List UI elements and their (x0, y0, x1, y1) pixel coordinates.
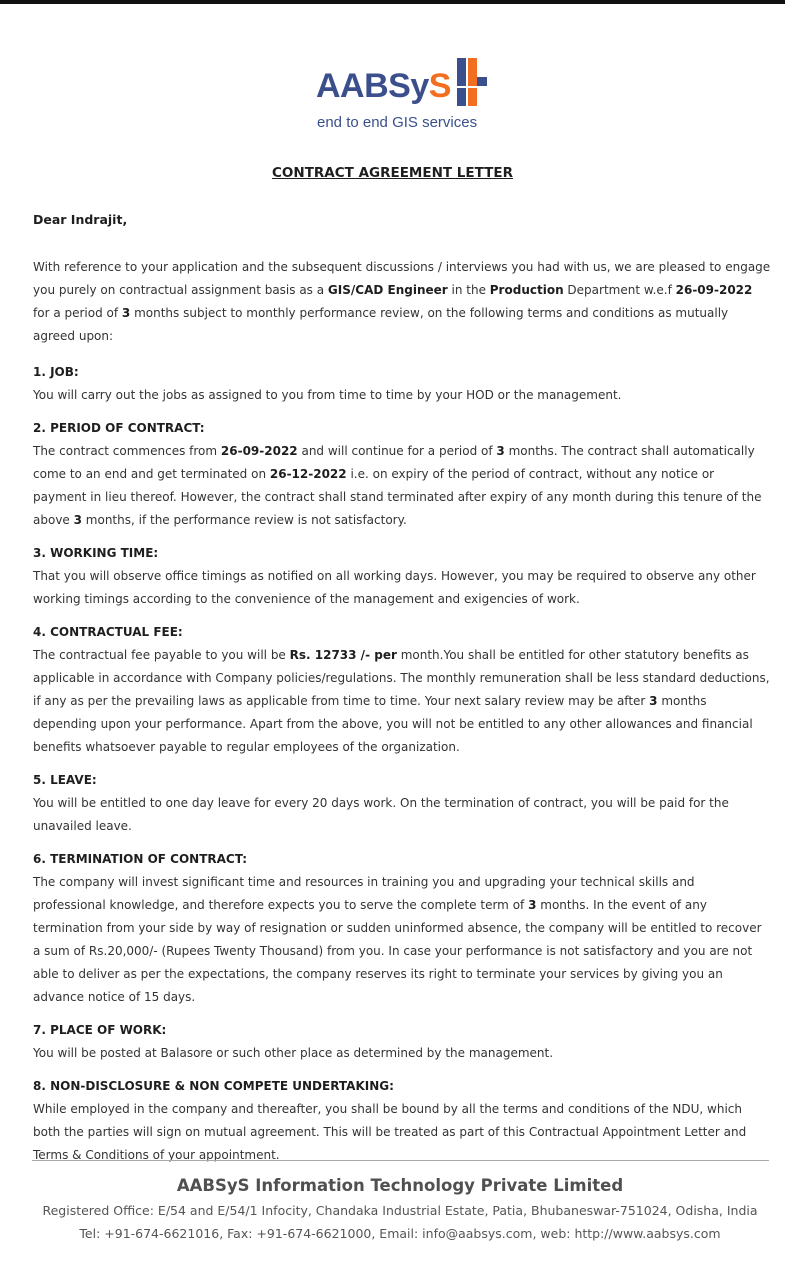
top-border (0, 0, 785, 4)
section-text: That you will observe office timings as notified on all working days. However, you may be required to observe any other working timings according to the convenience of the management and exigencies of work. (33, 569, 756, 606)
salutation: Dear Indrajit, (33, 212, 128, 227)
logo-wordmark-main: AABSy (316, 67, 429, 105)
section-period-of-contract (33, 417, 771, 532)
section-working-time (33, 542, 771, 611)
logo-wordmark-accent: S (428, 67, 451, 105)
section-text: You will be posted at Balasore or such other place as determined by the management. (33, 1046, 554, 1060)
letter-body (33, 256, 771, 1177)
section-heading: 2. PERIOD OF CONTRACT: (33, 421, 205, 435)
section-job (33, 361, 771, 407)
section-place-of-work (33, 1019, 771, 1065)
section-text: The contract commences from 26-09-2022 and will continue for a period of 3 months. The contract shall automatically come to an end and get terminated on 26-12-2022 i.e. on expiry of the period of contract, without any notice or payment in lieu thereof. However, the contract shall stand terminated after expiry of any month during this tenure of the above 3 months, if the performance review is not satisfactory. (33, 444, 762, 527)
footer-company-name: AABSyS Information Technology Private Limited (176, 1176, 624, 1195)
section-text: You will carry out the jobs as assigned to you from time to time by your HOD or the management. (33, 388, 622, 402)
logo-wordmark (316, 66, 451, 106)
section-text: The contractual fee payable to you will be Rs. 12733 /- per month.You shall be entitled for other statutory benefits as applicable in accordance with Company policies/regulations. The monthly remuneration shall be less standard deductions, if any as per the prevailing laws as applicable from time to time. Your next salary review may be after 3 months depending upon your performance. Apart from the above, you will not be entitled to any other allowances and financial benefits whatsoever payable to regular employees of the organization. (33, 648, 770, 754)
section-termination (33, 848, 771, 1009)
logo-cross-icon (457, 58, 487, 108)
section-heading: 4. CONTRACTUAL FEE: (33, 625, 183, 639)
section-heading: 8. NON-DISCLOSURE & NON COMPETE UNDERTAKING: (33, 1079, 394, 1093)
section-text: While employed in the company and thereafter, you shall be bound by all the terms and conditions of the NDU, which both the parties will sign on mutual agreement. This will be treated as part of this Contractual Appointment Letter and Terms & Conditions of your appointment. (33, 1102, 747, 1162)
section-non-disclosure (33, 1075, 771, 1167)
document-title: CONTRACT AGREEMENT LETTER (272, 165, 513, 181)
footer-divider (32, 1160, 769, 1161)
section-heading: 5. LEAVE: (33, 773, 97, 787)
footer-contact: Tel: +91-674-6621016, Fax: +91-674-6621000, Email: info@aabsys.com, web: http://www.aabsys.com (79, 1226, 721, 1241)
footer-address: Registered Office: E/54 and E/54/1 Infocity, Chandaka Industrial Estate, Patia, Bhubaneswar-751024, Odisha, India (42, 1203, 758, 1218)
section-heading: 6. TERMINATION OF CONTRACT: (33, 852, 248, 866)
intro-paragraph: With reference to your application and the subsequent discussions / interviews you had with us, we are pleased to engage you purely on contractual assignment basis as a GIS/CAD Engineer in the Production Department w.e.f 26-09-2022 for a period of 3 months subject to monthly performance review, on the following terms and conditions as mutually agreed upon: (33, 260, 771, 343)
section-heading: 7. PLACE OF WORK: (33, 1023, 167, 1037)
section-heading: 3. WORKING TIME: (33, 546, 159, 560)
section-heading: 1. JOB: (33, 365, 79, 379)
logo-tagline: end to end GIS services (317, 114, 478, 131)
section-contractual-fee (33, 621, 771, 759)
company-logo (316, 58, 491, 136)
section-text: You will be entitled to one day leave for every 20 days work. On the termination of contract, you will be paid for the unavailed leave. (33, 796, 729, 833)
section-text: The company will invest significant time and resources in training you and upgrading your technical skills and professional knowledge, and therefore expects you to serve the complete term of 3 months. In the event of any termination from your side by way of resignation or sudden uninformed absence, the company will be entitled to recover a sum of Rs.20,000/- (Rupees Twenty Thousand) from you. In case your performance is not satisfactory and you are not able to deliver as per the expectations, the company reserves its right to terminate your services by giving you an advance notice of 15 days. (33, 875, 762, 1004)
section-leave (33, 769, 771, 838)
